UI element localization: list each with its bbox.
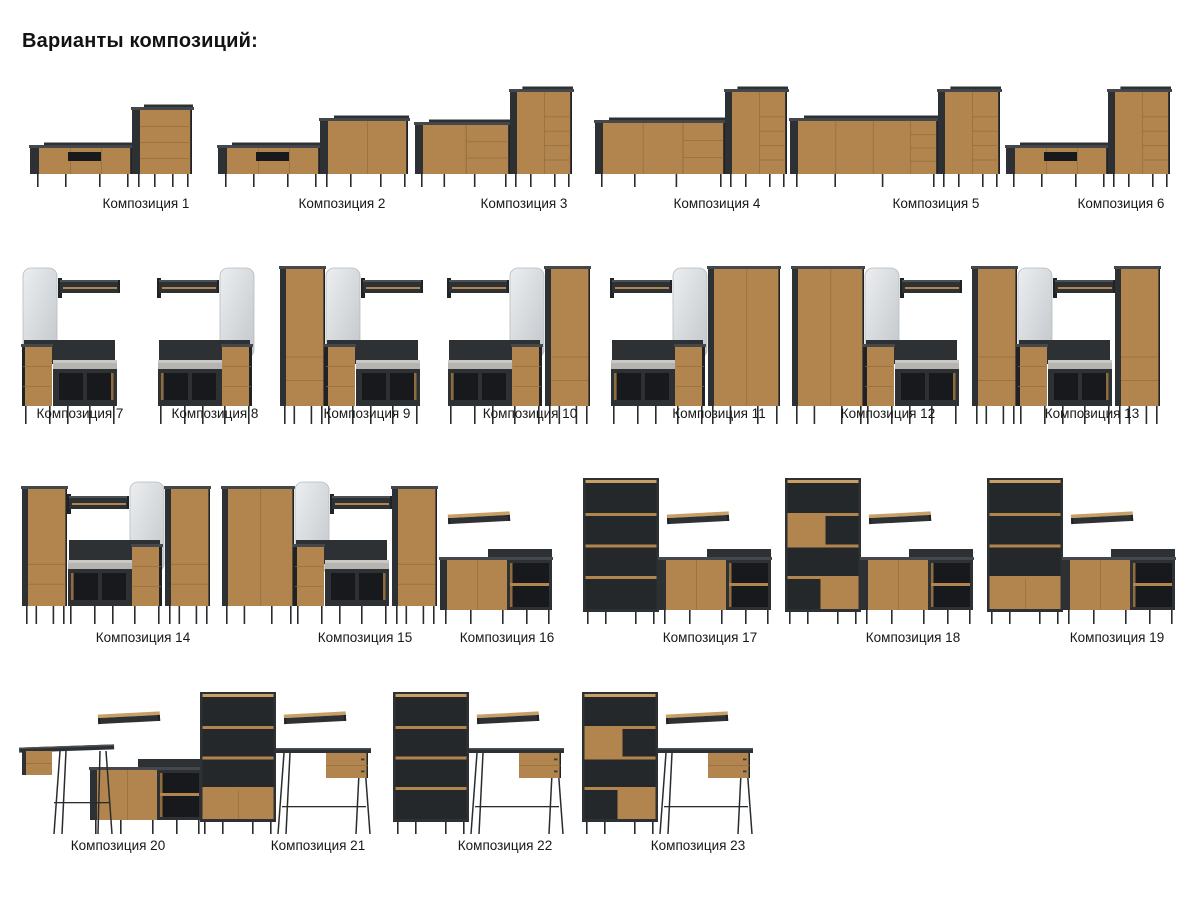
composition-render — [440, 464, 552, 624]
composition-label: Композиция 5 — [892, 196, 980, 211]
composition-render — [610, 256, 780, 424]
composition-render — [790, 87, 1000, 187]
piece-wardrobe-wide — [221, 486, 295, 624]
piece-desk-drawers — [276, 748, 371, 834]
composition-render — [415, 87, 572, 187]
composition-label: Композиция 8 — [171, 406, 259, 421]
piece-sideboard-niche — [1062, 549, 1176, 624]
piece-wardrobe-wide — [707, 266, 781, 424]
piece-coat-shelf — [447, 278, 509, 298]
composition-3 — [415, 87, 572, 187]
piece-tall-cabinet — [1107, 87, 1172, 188]
piece-sideboard-niche — [860, 549, 974, 624]
piece-coat-shelf — [1053, 278, 1115, 298]
composition-label: Композиция 16 — [459, 630, 555, 645]
piece-wall-shelf — [869, 511, 931, 524]
composition-18 — [785, 464, 973, 624]
composition-render — [22, 464, 210, 624]
composition-label: Композиция 6 — [1077, 196, 1165, 211]
composition-label: Композиция 23 — [650, 838, 746, 853]
piece-tv-stand — [217, 143, 322, 188]
composition-render — [30, 87, 192, 187]
composition-label: Композиция 7 — [36, 406, 124, 421]
piece-sideboard-2-doors-drawers — [594, 118, 727, 188]
piece-coat-shelf — [67, 494, 129, 514]
composition-label: Композиция 22 — [457, 838, 553, 853]
piece-tall-cabinet — [937, 87, 1002, 188]
piece-coat-shelf — [157, 278, 219, 298]
piece-wardrobe-narrow — [544, 266, 591, 424]
piece-bookcase-open — [583, 478, 659, 624]
composition-label: Композиция 2 — [298, 196, 386, 211]
piece-wardrobe-wide — [791, 266, 865, 424]
composition-19 — [987, 464, 1175, 624]
composition-4 — [595, 87, 787, 187]
piece-bench-left — [293, 540, 389, 624]
piece-tall-cabinet — [724, 87, 789, 188]
piece-sideboard-2-doors — [319, 116, 410, 188]
piece-coat-shelf — [900, 278, 962, 298]
composition-label: Композиция 4 — [673, 196, 761, 211]
composition-2 — [218, 87, 408, 187]
composition-label: Композиция 10 — [482, 406, 578, 421]
composition-label: Композиция 11 — [672, 406, 766, 421]
composition-render — [1006, 87, 1170, 187]
piece-wall-shelf — [98, 711, 160, 724]
composition-render — [972, 256, 1160, 424]
composition-11 — [610, 256, 780, 424]
composition-label: Композиция 18 — [865, 630, 961, 645]
composition-render — [447, 256, 590, 424]
composition-10 — [447, 256, 590, 424]
piece-sideboard-3-doors-drawers — [789, 116, 940, 188]
composition-22 — [393, 684, 564, 834]
piece-wall-shelf — [477, 711, 539, 724]
piece-bookcase-inserts — [785, 478, 861, 624]
page-title: Варианты композиций: — [22, 30, 259, 52]
composition-label: Композиция 12 — [840, 406, 936, 421]
piece-dresser — [131, 105, 194, 188]
composition-23 — [582, 684, 753, 834]
piece-wardrobe-narrow — [21, 486, 68, 624]
composition-render — [222, 464, 437, 624]
piece-bookcase-inserts — [582, 692, 658, 834]
piece-coat-shelf — [361, 278, 423, 298]
composition-render — [792, 256, 962, 424]
composition-render — [582, 684, 753, 834]
piece-sideboard-door-drawers — [414, 120, 512, 188]
composition-label: Композиция 19 — [1069, 630, 1165, 645]
composition-21 — [200, 684, 371, 834]
composition-render — [987, 464, 1175, 624]
piece-coat-shelf — [610, 278, 672, 298]
composition-8 — [157, 256, 255, 424]
piece-wall-shelf — [284, 711, 346, 724]
piece-coat-shelf — [58, 278, 120, 298]
piece-wardrobe-narrow — [971, 266, 1018, 424]
composition-render — [20, 684, 202, 834]
piece-tv-stand — [1005, 143, 1110, 188]
piece-bookcase-doors — [200, 692, 276, 834]
composition-label: Композиция 20 — [70, 838, 166, 853]
composition-render — [785, 464, 973, 624]
composition-label: Композиция 3 — [480, 196, 568, 211]
piece-wall-shelf — [667, 511, 729, 524]
piece-sideboard-niche — [89, 759, 203, 834]
composition-label: Композиция 21 — [270, 838, 366, 853]
composition-20 — [20, 684, 202, 834]
piece-wardrobe-narrow — [279, 266, 326, 424]
composition-13 — [972, 256, 1160, 424]
piece-wall-shelf — [448, 511, 510, 524]
composition-7 — [22, 256, 120, 424]
composition-15 — [222, 464, 437, 624]
composition-label: Композиция 17 — [662, 630, 758, 645]
composition-9 — [280, 256, 423, 424]
piece-wall-shelf — [1071, 511, 1133, 524]
composition-16 — [440, 464, 552, 624]
composition-render — [157, 256, 255, 424]
piece-desk-drawers — [469, 748, 564, 834]
piece-tall-cabinet — [509, 87, 574, 188]
composition-render — [393, 684, 564, 834]
piece-wardrobe-narrow — [1114, 266, 1161, 424]
composition-render — [595, 87, 787, 187]
composition-14 — [22, 464, 210, 624]
piece-sideboard-niche — [658, 549, 772, 624]
composition-12 — [792, 256, 962, 424]
composition-label: Композиция 15 — [317, 630, 413, 645]
composition-5 — [790, 87, 1000, 187]
piece-wardrobe-narrow — [164, 486, 211, 624]
composition-label: Композиция 14 — [95, 630, 191, 645]
composition-1 — [30, 87, 192, 187]
composition-6 — [1006, 87, 1170, 187]
composition-render — [22, 256, 120, 424]
piece-desk-drawers — [658, 748, 753, 834]
composition-17 — [583, 464, 771, 624]
composition-label: Композиция 13 — [1044, 406, 1140, 421]
piece-bookcase-open — [393, 692, 469, 834]
piece-wall-shelf — [666, 711, 728, 724]
composition-render — [280, 256, 423, 424]
composition-render — [218, 87, 408, 187]
piece-coat-shelf — [330, 494, 392, 514]
piece-sideboard-niche — [439, 549, 553, 624]
composition-label: Композиция 9 — [323, 406, 411, 421]
composition-render — [200, 684, 371, 834]
composition-label: Композиция 1 — [102, 196, 190, 211]
piece-wardrobe-narrow — [391, 486, 438, 624]
piece-bookcase-doors — [987, 478, 1063, 624]
piece-tv-stand — [29, 143, 134, 188]
composition-render — [583, 464, 771, 624]
piece-bench-right — [68, 540, 163, 624]
